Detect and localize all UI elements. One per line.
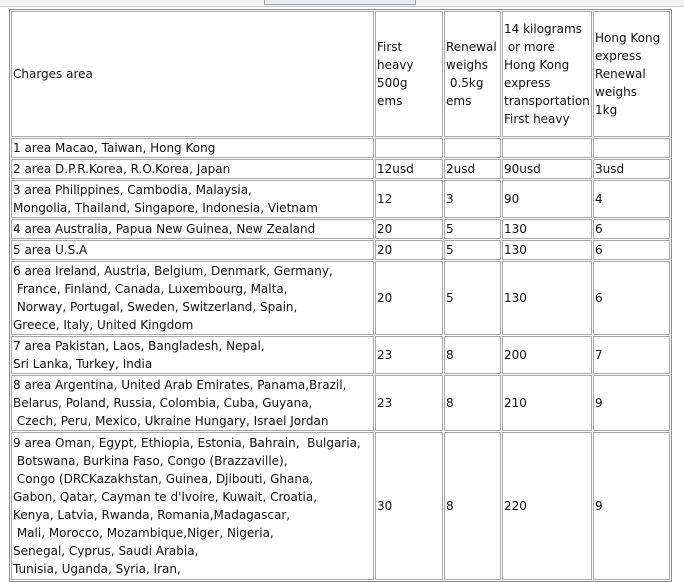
table-row <box>11 432 670 580</box>
cell-renewal: 8 <box>444 375 501 431</box>
cell-renewal: 5 <box>444 261 501 335</box>
table-header-row <box>11 11 670 137</box>
cell-area: 3 area Philippines, Cambodia, Malaysia, Mongolia, Thailand, Singapore, Indonesia, Vietnam <box>11 180 374 218</box>
table-row <box>11 375 670 431</box>
header-renewal-ems: Renewal weighs 0.5kg ems <box>444 11 501 137</box>
table-row <box>11 138 670 158</box>
cell-hk-first <box>502 138 592 158</box>
cell-hk-first: 130 <box>502 219 592 239</box>
cell-hk-first: 90 <box>502 180 592 218</box>
cell-first-heavy: 12usd <box>375 159 443 179</box>
header-hk-first-heavy: 14 kilograms or more Hong Kong express transportation First heavy <box>502 11 592 137</box>
cell-area: 8 area Argentina, United Arab Emirates, Panama,Brazil, Belarus, Poland, Russia, Colombia, Cuba, Guyana, Czech, Peru, Mexico, Ukraine Hungary, Israel Jordan <box>11 375 374 431</box>
cell-hk-renewal: 9 <box>593 432 670 580</box>
cell-hk-first: 210 <box>502 375 592 431</box>
cell-first-heavy: 20 <box>375 219 443 239</box>
cell-area: 2 area D.P.R.Korea, R.O.Korea, Japan <box>11 159 374 179</box>
cell-renewal: 8 <box>444 336 501 374</box>
table-row <box>11 336 670 374</box>
cell-renewal: 2usd <box>444 159 501 179</box>
browser-top-strip <box>0 0 684 7</box>
shipping-rates-table <box>9 9 672 582</box>
cell-hk-renewal: 6 <box>593 240 670 260</box>
cell-area: 6 area Ireland, Austria, Belgium, Denmark, Germany, France, Finland, Canada, Luxembourg, Malta, Norway, Portugal, Sweden, Switzerland, Spain, Greece, Italy, United Kingdom <box>11 261 374 335</box>
cell-renewal <box>444 138 501 158</box>
cell-area: 7 area Pakistan, Laos, Bangladesh, Nepal, Sri Lanka, Turkey, India <box>11 336 374 374</box>
table-row <box>11 159 670 179</box>
cell-area: 9 area Oman, Egypt, Ethiopia, Estonia, Bahrain, Bulgaria, Botswana, Burkina Faso, Congo (Brazzaville), Congo (DRCKazakhstan, Guinea, Djibouti, Ghana, Gabon, Qatar, Cayman te d'Ivoire, Kuwait, Croatia, Kenya, Latvia, Rwanda, Romania,Madagascar, Mali, Morocco, Mozambique,Niger, Nigeria, Senegal, Cyprus, Saudi Arabia, Tunisia, Uganda, Syria, Iran, <box>11 432 374 580</box>
cell-first-heavy <box>375 138 443 158</box>
table-row <box>11 261 670 335</box>
cell-hk-first: 130 <box>502 240 592 260</box>
cell-hk-first: 90usd <box>502 159 592 179</box>
cell-hk-renewal: 4 <box>593 180 670 218</box>
cell-first-heavy: 30 <box>375 432 443 580</box>
cell-hk-renewal: 9 <box>593 375 670 431</box>
header-charges-area: Charges area <box>11 11 374 137</box>
header-first-heavy-ems: First heavy 500g ems <box>375 11 443 137</box>
cell-renewal: 5 <box>444 240 501 260</box>
header-hk-renewal: Hong Kong express Renewal weighs 1kg <box>593 11 670 137</box>
cell-hk-first: 220 <box>502 432 592 580</box>
table-row <box>11 180 670 218</box>
cell-hk-renewal: 6 <box>593 261 670 335</box>
cell-first-heavy: 23 <box>375 375 443 431</box>
cell-renewal: 5 <box>444 219 501 239</box>
cell-hk-renewal: 7 <box>593 336 670 374</box>
cell-renewal: 8 <box>444 432 501 580</box>
cell-area: 4 area Australia, Papua New Guinea, New Zealand <box>11 219 374 239</box>
cell-area: 5 area U.S.A <box>11 240 374 260</box>
cell-area: 1 area Macao, Taiwan, Hong Kong <box>11 138 374 158</box>
cell-first-heavy: 20 <box>375 261 443 335</box>
table-row <box>11 219 670 239</box>
cell-first-heavy: 20 <box>375 240 443 260</box>
cell-first-heavy: 12 <box>375 180 443 218</box>
cell-hk-renewal <box>593 138 670 158</box>
cell-hk-first: 200 <box>502 336 592 374</box>
cell-renewal: 3 <box>444 180 501 218</box>
cell-hk-renewal: 3usd <box>593 159 670 179</box>
cell-first-heavy: 23 <box>375 336 443 374</box>
cell-hk-renewal: 6 <box>593 219 670 239</box>
table-row <box>11 240 670 260</box>
cell-hk-first: 130 <box>502 261 592 335</box>
browser-tab-edge <box>264 0 416 5</box>
